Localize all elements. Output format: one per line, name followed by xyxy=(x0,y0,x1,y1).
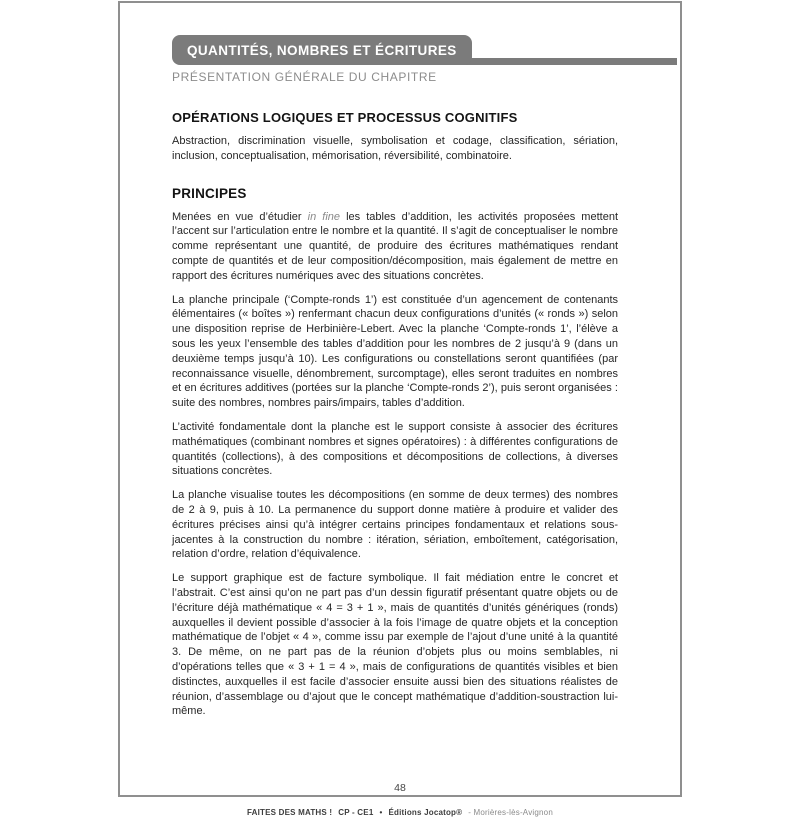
section-heading-principes: PRINCIPES xyxy=(172,185,247,201)
footer-segment: Éditions Jocatop® xyxy=(388,808,463,817)
chapter-title-tab xyxy=(172,35,472,65)
banner-rule xyxy=(464,58,677,65)
text-run: Menées en vue d’étudier xyxy=(172,210,308,223)
text-run: les tables d’addition, les activités proposées mettent l’accent sur l’articulation entre le nombre et la quantité. Il s’agit de conceptualiser le nombre comme représentant une quantité, de produire des écritures mathématiques rendant compte de quantités et de leur composition/décomposition, mais également de mettre en rapport des écritures numériques avec des situations concrètes. xyxy=(172,210,618,282)
italic-phrase: in fine xyxy=(307,210,341,223)
chapter-title: QUANTITÉS, NOMBRES ET ÉCRITURES xyxy=(187,43,457,58)
operations-body: Abstraction, discrimination visuelle, symbolisation et codage, classification, sériation, inclusion, conceptualisation, mémorisation, réversibilité, combinatoire. xyxy=(172,135,618,162)
paragraph xyxy=(172,571,618,719)
chapter-banner xyxy=(172,35,677,65)
footer-imprint xyxy=(120,808,680,817)
footer-segment: FAITES DES MATHS ! xyxy=(247,808,333,817)
paragraph xyxy=(172,420,618,479)
page-content xyxy=(120,35,680,827)
paragraph xyxy=(172,293,618,411)
paragraph xyxy=(172,488,618,562)
text-run: La planche principale (‘Compte-ronds 1’) est constituée d’un agencement de contenants élémentaires (« boîtes ») renfermant chacun deux configurations d’unités (« ronds ») selon une disposition reprise de Herbinière-Lebert. Avec la planche ‘Compte-ronds 1’, l’élève a sous les yeux l’ensemble des tables d’addition pour les nombres de 2 jusqu’à 9 (dans un deuxième temps jusqu’à 10). Les configurations ou constellations seront quantifiées (par reconnaissance visuelle, dénombrement, surcomptage), elles seront traduites en nombres et en écritures additives (portées sur la planche ‘Compte-ronds 2’), puis seront organisées : suite des nombres, nombres pairs/impairs, tables d’addition. xyxy=(172,293,618,410)
principes-paragraphs xyxy=(120,210,680,720)
page-number: 48 xyxy=(394,782,406,794)
footer-segment: CP - CE1 xyxy=(338,808,374,817)
text-run: L’activité fondamentale dont la planche est le support consiste à associer des écritures mathématiques (combinant nombres et signes opératoires) : à différentes configurations de quantités (collections), à des compositions et décompositions de collections, à diverses situations concrètes. xyxy=(172,420,618,478)
text-run: Le support graphique est de facture symbolique. Il fait médiation entre le concret et l’abstrait. C’est ainsi qu’on ne part pas d’un dessin figuratif présentant quatre objets ou de l’écriture déjà mathématique « 4 = 3 + 1 », mais de quantités d’unités génériques (ronds) auxquelles il devient possible d’associer à la fois l’image de quatre objets et la conception mathématique de l’objet « 4 », comme issu par exemple de l’ajout d’une unité à la quantité 3. De même, on ne part pas de la réunion d’objets plus ou moins semblables, ni d’opérations telles que « 3 + 1 = 4 », mais de configurations de quantités visibles et bien distinctes, auxquelles il est facile d’associer ensuite aussi bien des situations réalistes de réunion, d’assemblage ou d’ajout que le concept mathématique d’addition-soustraction lui-même. xyxy=(172,572,618,718)
footer-segment: • xyxy=(379,808,383,817)
section-heading-operations: OPÉRATIONS LOGIQUES ET PROCESSUS COGNITIFS xyxy=(172,110,518,125)
footer-segment: - Morières-lès-Avignon xyxy=(468,808,553,817)
document-page xyxy=(118,1,682,817)
text-run: La planche visualise toutes les décompositions (en somme de deux termes) des nombres de 2 à 9, puis à 10. La permanence du support donne matière à produire et valider des écritures précises ainsi qu’à intégrer certains principes fondamentaux et relations sous-jacentes à la construction du nombre : itération, sériation, emboîtement, catégorisation, relation d’ordre, relation d’équivalence. xyxy=(172,489,618,561)
paragraph xyxy=(172,210,618,284)
chapter-subtitle: PRÉSENTATION GÉNÉRALE DU CHAPITRE xyxy=(172,70,437,84)
